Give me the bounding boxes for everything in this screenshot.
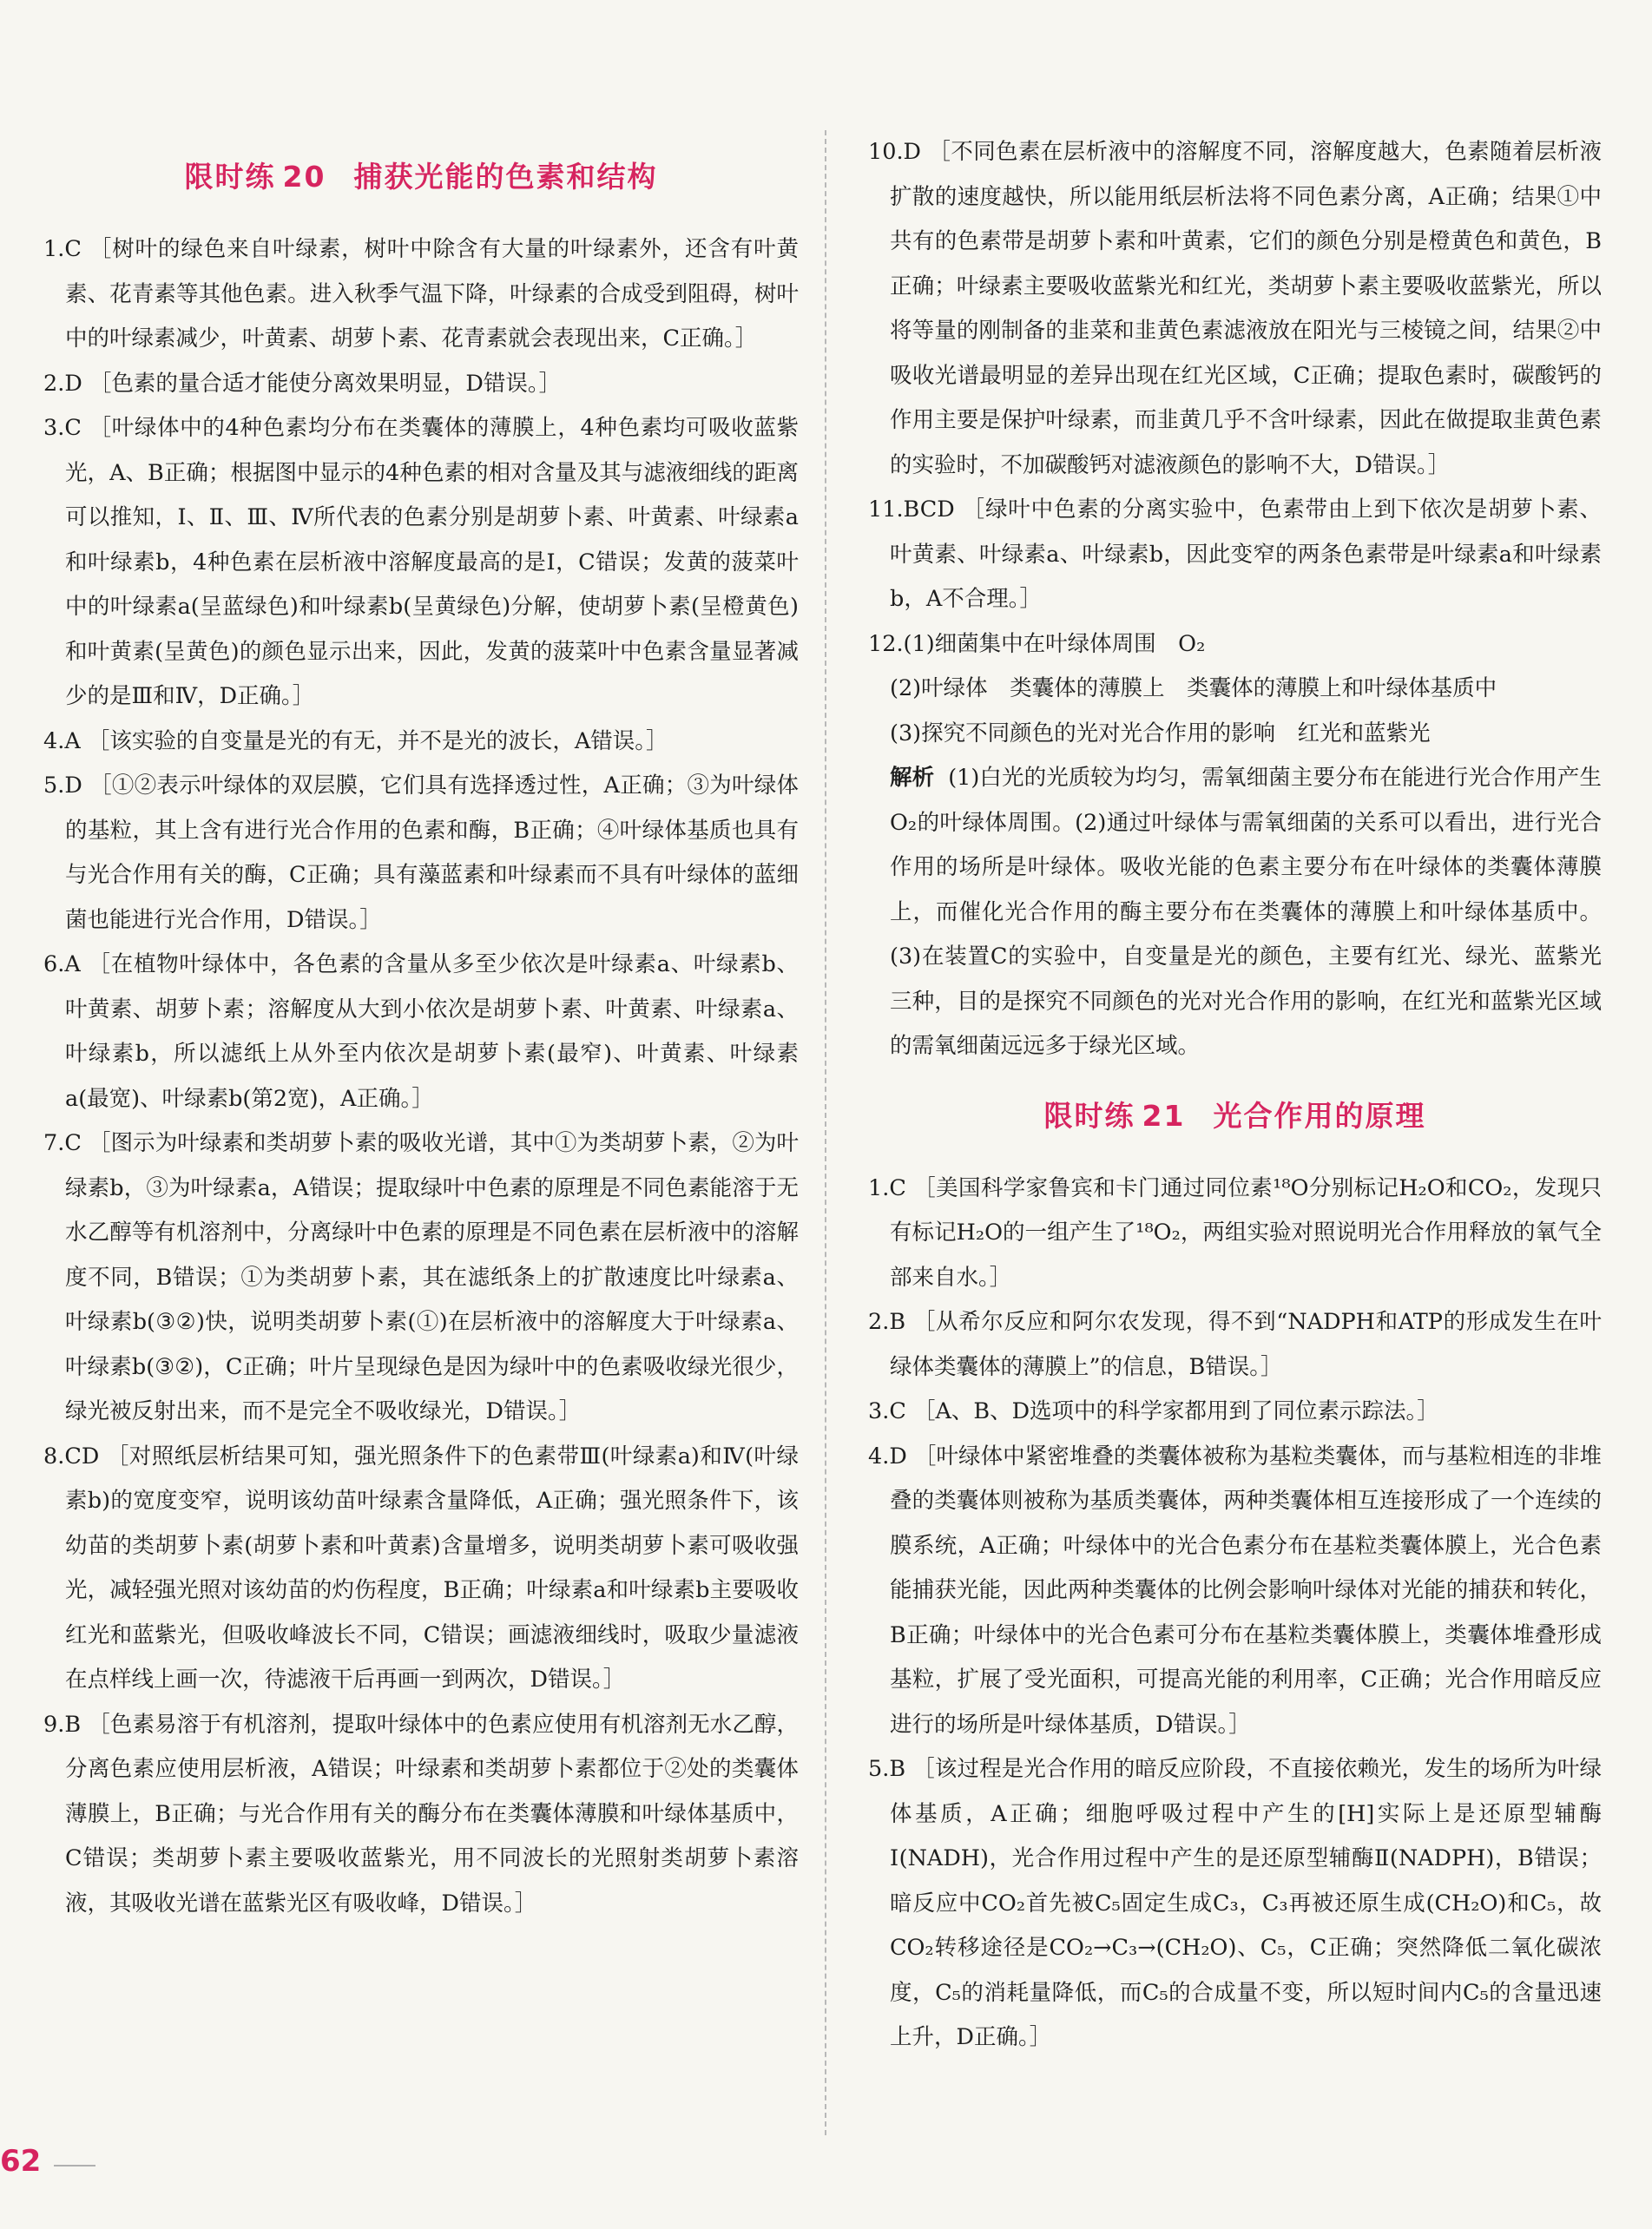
answer-item-2: 2.D ［色素的量合适才能使分离效果明显，D错误。］: [43, 370, 562, 397]
answer-item-21-2: 2.B ［从希尔反应和阿尔农发现，得不到“NADPH和ATP的形成发生在叶绿体类囊体的薄膜上”的信息，B错误。］: [868, 1309, 1602, 1380]
section-title-21: [868, 1090, 1602, 1142]
section-title-number: 21: [1142, 1098, 1186, 1133]
right-column: [868, 130, 1602, 2061]
answer-item-3: 3.C ［叶绿体中的4种色素均分布在类囊体的薄膜上，4种色素均可吸收蓝紫光，A、B正确；根据图中显示的4种色素的相对含量及其与滤液细线的距离可以推知，Ⅰ、Ⅱ、Ⅲ、Ⅳ所代表的色素分别是胡萝卜素、叶黄素、叶绿素a和叶绿素b，4种色素在层析液中溶解度最高的是Ⅰ，C错误；发黄的菠菜叶中的叶绿素a(呈蓝绿色)和叶绿素b(呈黄绿色)分解，使胡萝卜素(呈橙黄色)和叶黄素(呈黄色)的颜色显示出来，因此，发黄的菠菜叶中色素含量显著减少的是Ⅲ和Ⅳ，D正确。］: [43, 415, 799, 709]
analysis-text: (1)白光的光质较为均匀，需氧细菌主要分布在能进行光合作用产生O₂的叶绿体周围。(2)通过叶绿体与需氧细菌的关系可以看出，进行光合作用的场所是叶绿体。吸收光能的色素主要分布在叶绿体的类囊体薄膜上，而催化光合作用的酶主要分布在类囊体的薄膜上和叶绿体基质中。(3)在装置C的实验中，自变量是光的颜色，主要有红光、绿光、蓝紫光三种，目的是探究不同颜色的光对光合作用的影响，在红光和蓝紫光区域的需氧细菌远远多于绿光区域。: [890, 765, 1602, 1059]
answer-item-1: 1.C ［树叶的绿色来自叶绿素，树叶中除含有大量的叶绿素外，还含有叶黄素、花青素等其他色素。进入秋季气温下降，叶绿素的合成受到阻碍，树叶中的叶绿素减少，叶黄素、胡萝卜素、花青素就会表现出来，C正确。］: [43, 236, 799, 352]
column-divider: [825, 130, 826, 2135]
answer-item-12-part2: (2)叶绿体 类囊体的薄膜上 类囊体的薄膜上和叶绿体基质中: [890, 675, 1497, 701]
answer-item-12-analysis: [868, 756, 1602, 1069]
answer-item-12-part3: (3)探究不同颜色的光对光合作用的影响 红光和蓝紫光: [890, 720, 1431, 746]
section-title-text: 捕获光能的色素和结构: [353, 160, 658, 194]
answer-item-4: 4.A ［该实验的自变量是光的有无，并不是光的波长，A错误。］: [43, 727, 668, 754]
analysis-label: 解析: [890, 765, 935, 791]
section-title-20: [43, 151, 799, 203]
answer-item-12-part1: 12.(1)细菌集中在叶绿体周围 O₂: [868, 630, 1206, 657]
answer-item-10: 10.D ［不同色素在层析液中的溶解度不同，溶解度越大，色素随着层析液扩散的速度越快，所以能用纸层析法将不同色素分离，A正确；结果①中共有的色素带是胡萝卜素和叶黄素，它们的颜色分别是橙黄色和黄色，B正确；叶绿素主要吸收蓝紫光和红光，类胡萝卜素主要吸收蓝紫光，所以将等量的刚制备的韭菜和韭黄色素滤液放在阳光与三棱镜之间，结果②中吸收光谱最明显的差异出现在红光区域，C正确；提取色素时，碳酸钙的作用主要是保护叶绿素，而韭黄几乎不含叶绿素，因此在做提取韭黄色素的实验时，不加碳酸钙对滤液颜色的影响不大，D错误。］: [868, 139, 1602, 478]
answer-item-5: 5.D ［①②表示叶绿体的双层膜，它们具有选择透过性，A正确；③为叶绿体的基粒，其上含有进行光合作用的色素和酶，B正确；④叶绿体基质也具有与光合作用有关的酶，C正确；具有藻蓝素和叶绿素而不具有叶绿体的蓝细菌也能进行光合作用，D错误。］: [43, 773, 799, 933]
answer-item-11: 11.BCD ［绿叶中色素的分离实验中，色素带由上到下依次是胡萝卜素、叶黄素、叶绿素a、叶绿素b，因此变窄的两条色素带是叶绿素a和叶绿素b，A不合理。］: [868, 496, 1602, 612]
answer-item-6: 6.A ［在植物叶绿体中，各色素的含量从多至少依次是叶绿素a、叶绿素b、叶黄素、胡萝卜素；溶解度从大到小依次是胡萝卜素、叶黄素、叶绿素a、叶绿素b，所以滤纸上从外至内依次是胡萝卜素(最窄)、叶黄素、叶绿素a(最宽)、叶绿素b(第2宽)，A正确。］: [43, 951, 799, 1112]
page-number-rule: [54, 2165, 95, 2167]
left-column: [43, 130, 799, 1926]
answer-item-21-1: 1.C ［美国科学家鲁宾和卡门通过同位素¹⁸O分别标记H₂O和CO₂，发现只有标记H₂O的一组产生了¹⁸O₂，两组实验对照说明光合作用释放的氧气全部来自水。］: [868, 1174, 1602, 1291]
answer-item-9: 9.B ［色素易溶于有机溶剂，提取叶绿体中的色素应使用有机溶剂无水乙醇，分离色素应使用层析液，A错误；叶绿素和类胡萝卜素都位于②处的类囊体薄膜上，B正确；与光合作用有关的酶分布在类囊体薄膜和叶绿体基质中，C错误；类胡萝卜素主要吸收蓝紫光，用不同波长的光照射类胡萝卜素溶液，其吸收光谱在蓝紫光区有吸收峰，D错误。］: [43, 1711, 799, 1917]
section-title-text: 光合作用的原理: [1213, 1098, 1426, 1133]
answer-item-21-3: 3.C ［A、B、D选项中的科学家都用到了同位素示踪法。］: [868, 1398, 1439, 1424]
answer-item-8: 8.CD ［对照纸层析结果可知，强光照条件下的色素带Ⅲ(叶绿素a)和Ⅳ(叶绿素b)的宽度变窄，说明该幼苗叶绿素含量降低，A正确；强光照条件下，该幼苗的类胡萝卜素(胡萝卜素和叶黄素)含量增多，说明类胡萝卜素可吸收强光，减轻强光照对该幼苗的灼伤程度，B正确；叶绿素a和叶绿素b主要吸收红光和蓝紫光，但吸收峰波长不同，C错误；画滤液细线时，吸取少量滤液在点样线上画一次，待滤液干后再画一到两次，D错误。］: [43, 1443, 799, 1693]
answer-item-21-4: 4.D ［叶绿体中紧密堆叠的类囊体被称为基粒类囊体，而与基粒相连的非堆叠的类囊体则被称为基质类囊体，两种类囊体相互连接形成了一个连续的膜系统，A正确；叶绿体中的光合色素分布在基粒类囊体膜上，光合色素能捕获光能，因此两种类囊体的比例会影响叶绿体对光能的捕获和转化，B正确；叶绿体中的光合色素可分布在基粒类囊体膜上，类囊体堆叠形成基粒，扩展了受光面积，可提高光能的利用率，C正确；光合作用暗反应进行的场所是叶绿体基质，D错误。］: [868, 1443, 1602, 1738]
answer-item-21-5: 5.B ［该过程是光合作用的暗反应阶段，不直接依赖光，发生的场所为叶绿体基质，A正确；细胞呼吸过程中产生的[H]实际上是还原型辅酶Ⅰ(NADH)，光合作用过程中产生的是还原型辅酶Ⅱ(NADPH)，B错误；暗反应中CO₂首先被C₅固定生成C₃，C₃再被还原生成(CH₂O)和C₅，故CO₂转移途径是CO₂→C₃→(CH₂O)、C₅，C正确；突然降低二氧化碳浓度，C₅的消耗量降低，而C₅的合成量不变，所以短时间内C₅的含量迅速上升，D正确。］: [868, 1756, 1602, 2050]
section-title-prefix: 限时练: [1043, 1098, 1135, 1133]
section-title-prefix: 限时练: [184, 160, 276, 194]
section-title-number: 20: [282, 160, 326, 194]
answer-item-7: 7.C ［图示为叶绿素和类胡萝卜素的吸收光谱，其中①为类胡萝卜素，②为叶绿素b，③为叶绿素a，A错误；提取绿叶中色素的原理是不同色素能溶于无水乙醇等有机溶剂中，分离绿叶中色素的原理是不同色素在层析液中的溶解度不同，B错误；①为类胡萝卜素，其在滤纸条上的扩散速度比叶绿素a、叶绿素b(③②)快，说明类胡萝卜素(①)在层析液中的溶解度大于叶绿素a、叶绿素b(③②)，C正确；叶片呈现绿色是因为绿叶中的色素吸收绿光很少，绿光被反射出来，而不是完全不吸收绿光，D错误。］: [43, 1130, 799, 1424]
page-number: 62: [0, 2144, 42, 2179]
